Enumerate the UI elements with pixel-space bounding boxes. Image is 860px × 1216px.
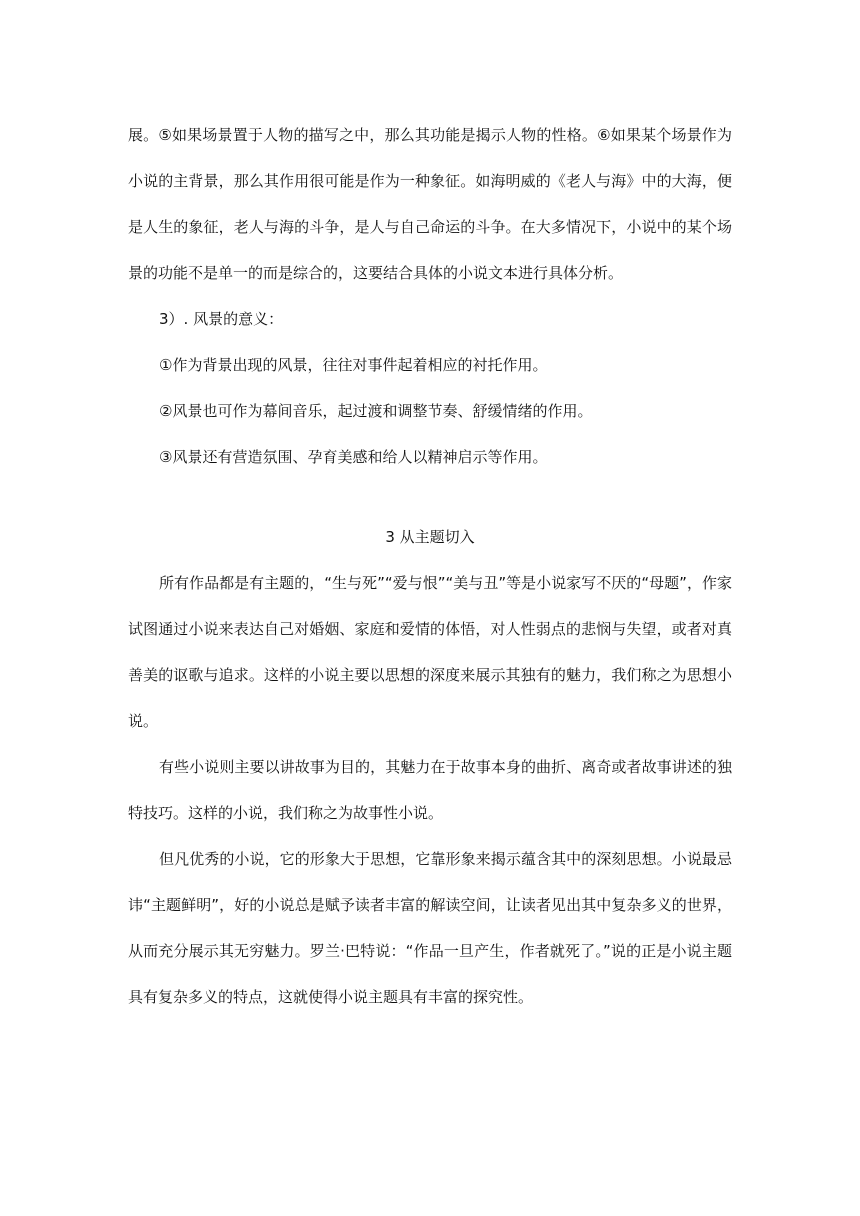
paragraph: 但凡优秀的小说，它的形象大于思想，它靠形象来揭示蕴含其中的深刻思想。小说最忌讳“主题鲜明”，好的小说总是赋予读者丰富的解读空间，让读者见出其中复杂多义的世界，从而充分展示其无穷魅力。罗兰·巴特说：“作品一旦产生，作者就死了。”说的正是小说主题具有复杂多义的特点，这就使得小说主题具有丰富的探究性。 [128,850,732,1006]
list-item: ③风景还有营造氛围、孕育美感和给人以精神启示等作用。 [159,448,548,466]
subsection-title: 3）. 风景的意义： [159,310,284,328]
section-heading: 3 从主题切入 [385,528,475,546]
paragraph-continuation: 展。⑤如果场景置于人物的描写之中，那么其功能是揭示人物的性格。⑥如果某个场景作为小说的主背景，那么其作用很可能是作为一种象征。如海明威的《老人与海》中的大海，便是人生的象征，老人与海的斗争，是人与自己命运的斗争。在大多情况下，小说中的某个场景的功能不是单一的而是综合的，这要结合具体的小说文本进行具体分析。 [128,126,732,282]
paragraph: 有些小说则主要以讲故事为目的，其魅力在于故事本身的曲折、离奇或者故事讲述的独特技巧。这样的小说，我们称之为故事性小说。 [128,758,732,822]
document-body [128,112,732,1020]
list-item: ②风景也可作为幕间音乐，起过渡和调整节奏、舒缓情绪的作用。 [159,402,593,420]
paragraph: 所有作品都是有主题的，“生与死”“爱与恨”“美与丑”等是小说家写不厌的“母题”，作家试图通过小说来表达自己对婚姻、家庭和爱情的体悟，对人性弱点的悲悯与失望，或者对真善美的讴歌与追求。这样的小说主要以思想的深度来展示其独有的魅力，我们称之为思想小说。 [128,574,732,730]
list-item: ①作为背景出现的风景，往往对事件起着相应的衬托作用。 [159,356,548,374]
